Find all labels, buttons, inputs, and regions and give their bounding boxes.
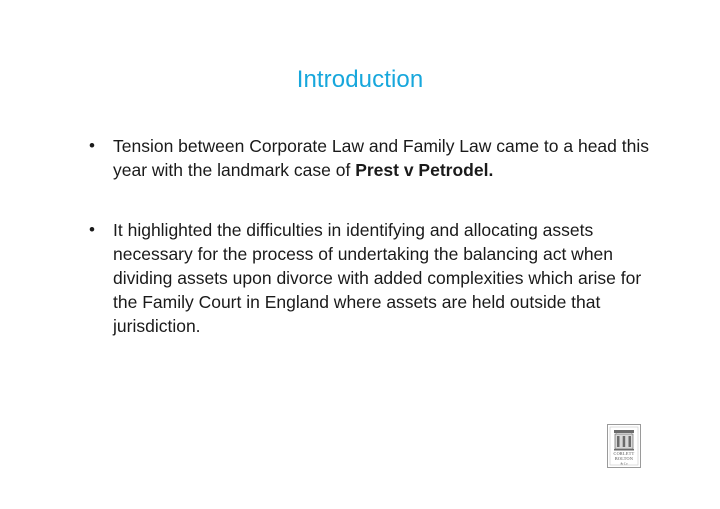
- company-logo: [607, 424, 641, 468]
- bullet-marker: •: [89, 136, 95, 155]
- bullet-marker: •: [89, 220, 95, 239]
- bullet-text-regular: Tension between Corporate Law and Family Law came to a head this year with the landmark case of: [113, 136, 649, 180]
- svg-text:BOLTON: BOLTON: [614, 456, 634, 461]
- svg-text:& Co: & Co: [620, 461, 628, 466]
- bullet-item: [89, 218, 649, 338]
- bullet-text-regular: It highlighted the difficulties in identifying and allocating assets necessary for the process of undertaking the balancing act when dividing assets upon divorce with added complexities which arise for the Family Court in England where assets are held outside that jurisdiction.: [113, 220, 642, 336]
- slide-title: Introduction: [296, 66, 424, 93]
- building-logo-icon: [608, 425, 640, 467]
- bullet-text: [113, 218, 649, 338]
- bullet-text: [113, 134, 649, 182]
- svg-text:CORLETT: CORLETT: [613, 451, 635, 456]
- bullet-item: [89, 134, 649, 182]
- case-name: Prest v Petrodel.: [355, 160, 494, 180]
- bullet-list: [89, 134, 649, 374]
